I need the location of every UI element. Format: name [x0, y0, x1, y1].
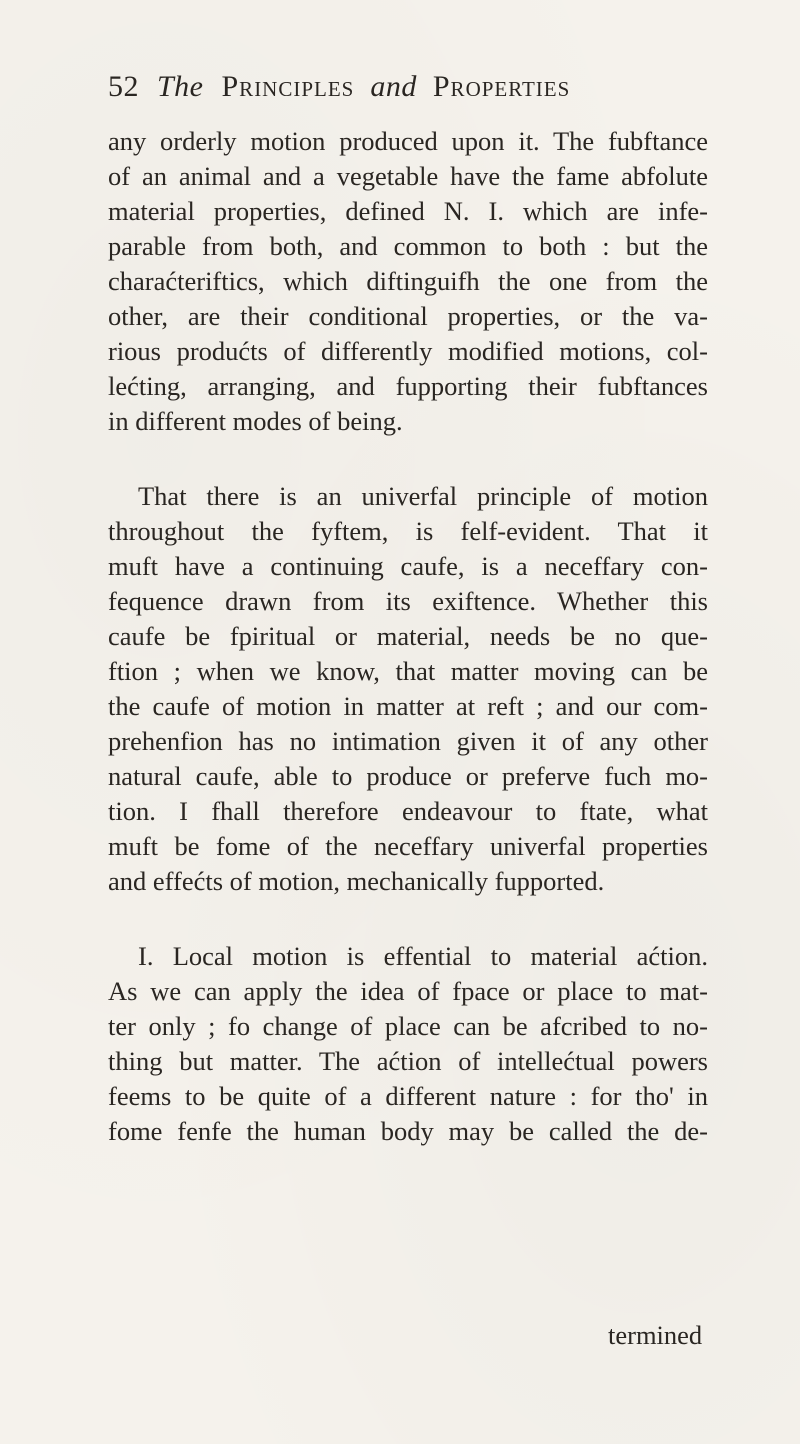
text-line: caufe be fpiritual or material, needs be no que- — [108, 621, 708, 651]
running-head-and: and — [370, 70, 417, 103]
paragraph-spacer — [108, 899, 708, 939]
running-head-principles: Principles — [221, 70, 355, 103]
text-line: rious produćts of differently modified motions, col- — [108, 336, 708, 366]
page-number: 52 — [108, 70, 139, 103]
text-line: feems to be quite of a different nature : for tho' in — [108, 1081, 708, 1111]
catchword: termined — [608, 1320, 703, 1350]
paragraph-2 — [108, 479, 708, 899]
paragraph-1 — [108, 124, 708, 439]
text-line: any orderly motion produced upon it. The fubftance — [108, 126, 708, 156]
text-line: of an animal and a vegetable have the fame abfolute — [108, 161, 708, 191]
text-line: natural caufe, able to produce or preferve fuch mo- — [108, 761, 708, 791]
running-head-the: The — [157, 70, 204, 103]
text-line: ter only ; fo change of place can be afcribed to no- — [108, 1011, 708, 1041]
text-line: That there is an univerfal principle of motion — [138, 481, 708, 511]
running-head-properties: Properties — [432, 70, 571, 103]
text-line: As we can apply the idea of fpace or place to mat- — [108, 976, 708, 1006]
text-line: parable from both, and common to both : but the — [108, 231, 708, 261]
text-line: ftion ; when we know, that matter moving can be — [108, 656, 708, 686]
text-line: tion. I fhall therefore endeavour to ftate, what — [108, 796, 708, 826]
text-line: throughout the fyftem, is felf-evident. That it — [108, 516, 708, 546]
text-line: muft be fome of the neceffary univerfal properties — [108, 831, 708, 861]
text-line: fome fenfe the human body may be called the de- — [108, 1116, 708, 1146]
text-line: lećting, arranging, and fupporting their fubftances — [108, 371, 708, 401]
text-line: and effećts of motion, mechanically fupported. — [108, 866, 605, 896]
text-line: other, are their conditional properties, or the va- — [108, 301, 708, 331]
text-line: material properties, defined N. I. which are infe- — [108, 196, 708, 226]
text-line: charaćteriftics, which diftinguifh the one from the — [108, 266, 708, 296]
text-line: the caufe of motion in matter at reft ; and our com- — [108, 691, 708, 721]
text-line: prehenfion has no intimation given it of any other — [108, 726, 708, 756]
body-text — [108, 124, 708, 1149]
running-head — [108, 70, 668, 104]
paragraph-spacer — [108, 439, 708, 479]
text-line: I. Local motion is effential to material aćtion. — [138, 941, 708, 971]
text-line: fequence drawn from its exiftence. Whether this — [108, 586, 708, 616]
text-line: in different modes of being. — [108, 406, 403, 436]
paragraph-3 — [108, 939, 708, 1149]
text-line: thing but matter. The aćtion of intellećtual powers — [108, 1046, 708, 1076]
text-line: muft have a continuing caufe, is a neceffary con- — [108, 551, 708, 581]
